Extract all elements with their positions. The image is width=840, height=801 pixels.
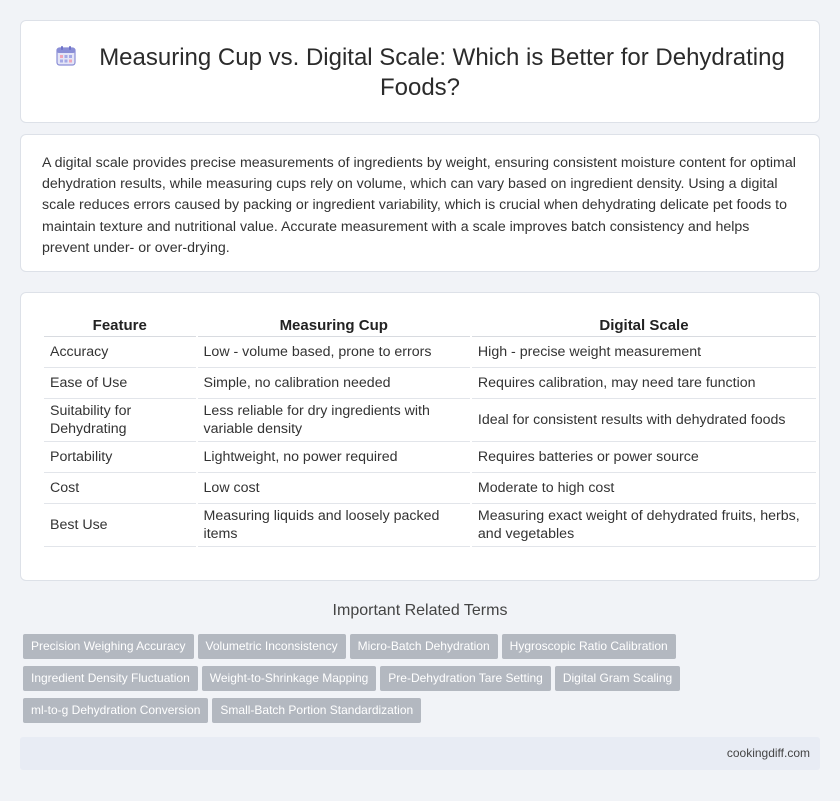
- table-cell-digital-scale: Requires batteries or power source: [472, 442, 816, 473]
- column-header-measuring-cup: Measuring Cup: [198, 315, 470, 337]
- table-cell-measuring-cup: Low - volume based, prone to errors: [198, 337, 470, 368]
- table-row: [44, 473, 816, 504]
- summary-text: A digital scale provides precise measurements of ingredients by weight, ensuring consistent moisture content for optimal dehydration results, while measuring cups rely on volume, which can vary based on ingredient density. Using a digital scale reduces errors caused by packing or ingredient variability, which is crucial when dehydrating delicate pet foods to maintain texture and nutritional value. Accurate measurement with a scale improves batch consistency and helps prevent under- or over-drying.: [42, 155, 796, 256]
- tag-volumetric-inconsistency[interactable]: Volumetric Inconsistency: [198, 634, 346, 659]
- table-row: [44, 399, 816, 442]
- table-cell-measuring-cup: Less reliable for dry ingredients with variable density: [198, 399, 470, 442]
- table-cell-feature: Suitability for Dehydrating: [44, 399, 196, 442]
- column-header-feature: Feature: [44, 315, 196, 337]
- tag-ml-to-g-dehydration-conversion[interactable]: ml-to-g Dehydration Conversion: [23, 698, 208, 723]
- table-row: [44, 442, 816, 473]
- tag-precision-weighing-accuracy[interactable]: Precision Weighing Accuracy: [23, 634, 194, 659]
- table-row: [44, 337, 816, 368]
- table-cell-measuring-cup: Low cost: [198, 473, 470, 504]
- related-terms-tags: [23, 634, 703, 730]
- tag-pre-dehydration-tare-setting[interactable]: Pre-Dehydration Tare Setting: [380, 666, 551, 691]
- tag-row: [23, 698, 703, 730]
- table-cell-feature: Portability: [44, 442, 196, 473]
- column-header-digital-scale: Digital Scale: [472, 315, 816, 337]
- table-cell-feature: Best Use: [44, 504, 196, 547]
- table-row: [44, 368, 816, 399]
- tag-weight-to-shrinkage-mapping[interactable]: Weight-to-Shrinkage Mapping: [202, 666, 377, 691]
- tag-ingredient-density-fluctuation[interactable]: Ingredient Density Fluctuation: [23, 666, 198, 691]
- table-cell-feature: Accuracy: [44, 337, 196, 368]
- comparison-table: [42, 315, 818, 547]
- related-terms-heading: Important Related Terms: [332, 602, 508, 619]
- table-cell-digital-scale: Ideal for consistent results with dehydrated foods: [472, 399, 816, 442]
- tag-row: [23, 666, 703, 698]
- page-title: Measuring Cup vs. Digital Scale: Which is Better for Dehydrating Foods?: [99, 44, 785, 101]
- footer: [20, 737, 820, 770]
- table-cell-measuring-cup: Simple, no calibration needed: [198, 368, 470, 399]
- table-cell-digital-scale: High - precise weight measurement: [472, 337, 816, 368]
- tag-small-batch-portion-standardization[interactable]: Small-Batch Portion Standardization: [212, 698, 421, 723]
- tag-hygroscopic-ratio-calibration[interactable]: Hygroscopic Ratio Calibration: [502, 634, 676, 659]
- footer-site-name[interactable]: cookingdiff.com: [726, 746, 810, 760]
- table-cell-measuring-cup: Lightweight, no power required: [198, 442, 470, 473]
- tag-digital-gram-scaling[interactable]: Digital Gram Scaling: [555, 666, 680, 691]
- table-cell-digital-scale: Moderate to high cost: [472, 473, 816, 504]
- table-row: [44, 504, 816, 547]
- title-card: [20, 20, 820, 123]
- table-header-row: [44, 315, 816, 337]
- comparison-card: [20, 292, 820, 581]
- tag-row: [23, 634, 703, 666]
- tag-micro-batch-dehydration[interactable]: Micro-Batch Dehydration: [350, 634, 498, 659]
- title-row: [21, 43, 819, 103]
- table-cell-feature: Ease of Use: [44, 368, 196, 399]
- table-cell-feature: Cost: [44, 473, 196, 504]
- table-cell-digital-scale: Measuring exact weight of dehydrated fruits, herbs, and vegetables: [472, 504, 816, 547]
- summary-card: [20, 134, 820, 272]
- calendar-icon: [55, 45, 77, 67]
- table-cell-digital-scale: Requires calibration, may need tare function: [472, 368, 816, 399]
- table-cell-measuring-cup: Measuring liquids and loosely packed items: [198, 504, 470, 547]
